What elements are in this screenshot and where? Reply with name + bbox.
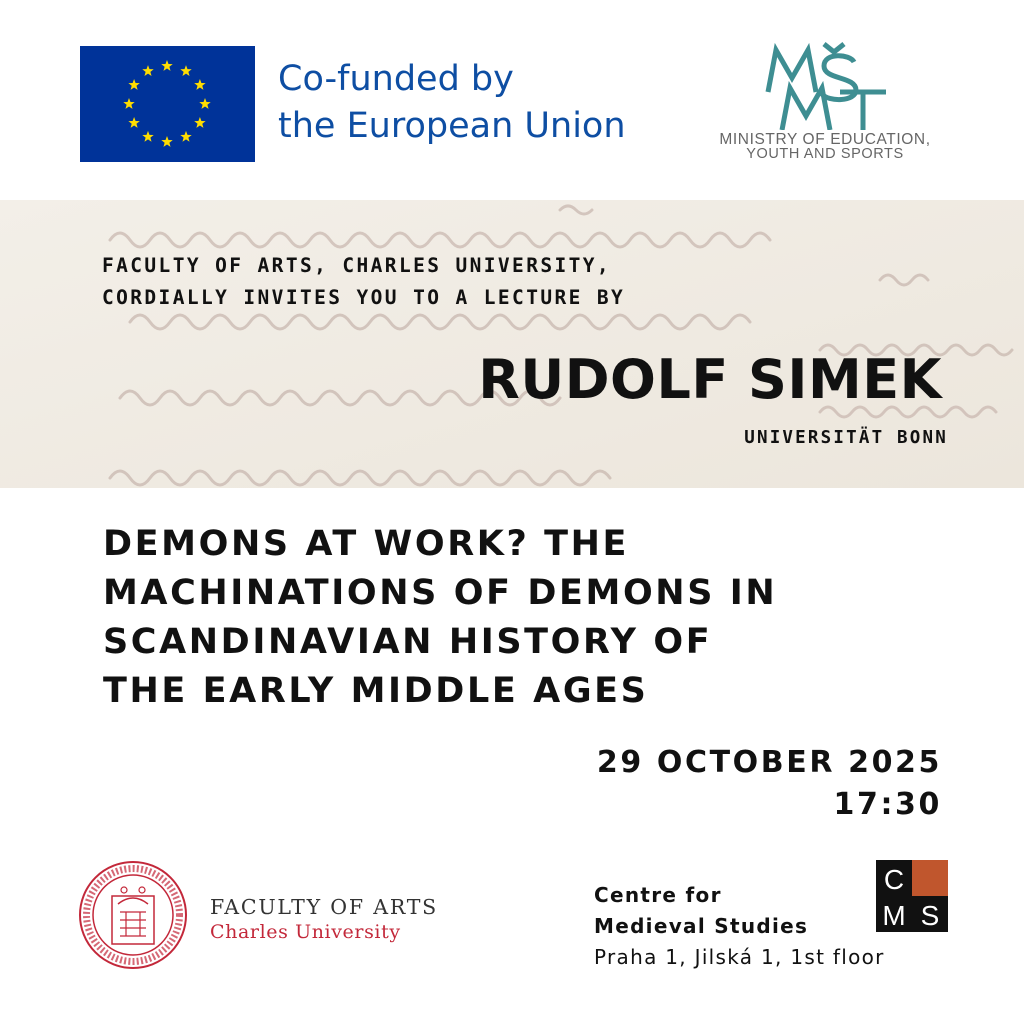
eu-text-line2: the European Union (278, 106, 626, 146)
cms-logo-icon (876, 860, 948, 932)
university-seal-icon (78, 860, 188, 970)
eu-flag-logo (80, 46, 255, 162)
lecture-title (103, 520, 943, 716)
eu-cofunded-text (278, 56, 626, 150)
msmt-monogram-logo (758, 40, 890, 130)
eu-star-icon (180, 65, 191, 76)
speaker-name: RUDOLF SIMEK (478, 348, 942, 411)
msmt-ministry-name (700, 132, 950, 162)
invitation-line2: CORDIALLY INVITES YOU TO A LECTURE BY (102, 286, 626, 309)
event-date: 29 OCTOBER 2025 (596, 745, 942, 780)
invitation-line1: FACULTY OF ARTS, CHARLES UNIVERSITY, (102, 254, 612, 277)
eu-star-icon (194, 79, 205, 90)
invitation-text (102, 250, 625, 314)
cms-logo (876, 860, 948, 932)
cms-letter-m: M (882, 900, 906, 931)
eu-star-icon (161, 60, 172, 71)
faculty-name: FACULTY OF ARTS (210, 895, 439, 919)
msmt-monogram-icon (758, 40, 890, 130)
lecture-title-line: THE EARLY MIDDLE AGES (103, 671, 649, 711)
eu-star-icon (194, 117, 205, 128)
eu-star-icon (128, 79, 139, 90)
venue-line2: Medieval Studies (594, 914, 809, 938)
eu-star-icon (123, 98, 134, 109)
speaker-affiliation: UNIVERSITÄT BONN (744, 428, 948, 448)
msmt-line1: MINISTRY OF EDUCATION, (719, 131, 931, 148)
venue-info (594, 880, 885, 973)
msmt-line2: YOUTH AND SPORTS (746, 146, 904, 162)
charles-university-seal-logo (78, 860, 188, 970)
venue-address: Praha 1, Jilská 1, 1st floor (594, 945, 885, 969)
cms-letter-c: C (883, 864, 905, 895)
eu-text-line1: Co-funded by (278, 59, 514, 99)
cms-letter-s: S (920, 900, 940, 931)
eu-star-icon (161, 136, 172, 147)
eu-star-icon (180, 131, 191, 142)
event-schedule (597, 742, 942, 826)
eu-star-icon (128, 117, 139, 128)
university-name: Charles University (210, 921, 401, 943)
eu-star-icon (199, 98, 210, 109)
lecture-title-line: DEMONS AT WORK? THE (103, 524, 630, 564)
eu-star-icon (142, 65, 153, 76)
eu-star-icon (142, 131, 153, 142)
venue-line1: Centre for (594, 883, 722, 907)
event-time: 17:30 (833, 787, 942, 822)
eu-stars-icon (80, 46, 255, 162)
lecture-title-line: MACHINATIONS OF DEMONS IN (103, 573, 778, 613)
lecture-title-line: SCANDINAVIAN HISTORY OF (103, 622, 713, 662)
